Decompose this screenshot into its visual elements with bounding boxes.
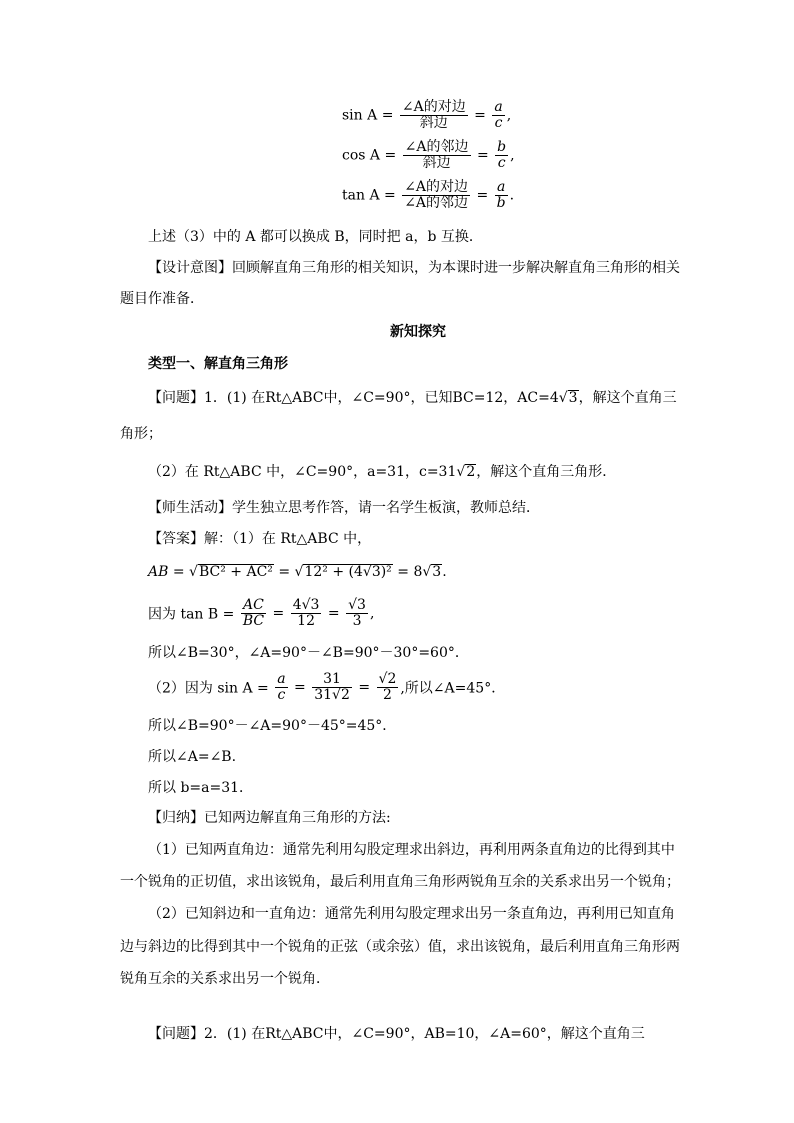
cos-fraction-2 — [495, 140, 508, 171]
sin2-frac-1 — [275, 672, 287, 703]
tanb-den2: 12 — [297, 613, 315, 629]
sin-eq: = — [474, 107, 486, 124]
tan-den: ∠A的邻边 — [404, 195, 469, 211]
tan-den2: b — [496, 195, 506, 211]
tan-fraction-2 — [495, 180, 508, 211]
tan-fraction-1 — [402, 180, 470, 211]
sin-a-equation-2 — [148, 672, 505, 703]
sqrt-symbol: √ — [456, 464, 466, 480]
sin2-eq2: = — [358, 679, 371, 696]
ab-eq: = — [278, 564, 291, 580]
ab-equation — [148, 562, 447, 582]
tanb-frac-1 — [241, 598, 266, 629]
so-b-eq-a: 所以 b=a=31． — [148, 780, 254, 796]
sin-den: 斜边 — [419, 115, 448, 131]
sin2-den3: 2 — [382, 687, 392, 703]
tan-end: . — [509, 187, 515, 204]
sqrt-symbol: √ — [558, 390, 568, 406]
section-title: 新知探究 — [390, 324, 446, 340]
so-angle-b-30: 所以∠B=30°，∠A=90°－∠B=90°－30°=60°． — [148, 645, 469, 661]
tan-lhs: tan A = — [342, 187, 396, 204]
ab-sqrt-3: 3 — [432, 564, 442, 580]
summary-title: 【归纳】已知两边解直角三角形的方法: — [148, 810, 391, 826]
cos-lhs: cos A = — [342, 147, 397, 164]
tan-num: ∠A的对边 — [404, 179, 469, 195]
sin2-den: c — [277, 687, 286, 703]
tanb-frac-2 — [291, 598, 322, 629]
question-2-line: 【问题】2．(1) 在Rt△ABC中，∠C=90°，AB=10，∠A=60°，解这个直角三 — [148, 1026, 645, 1042]
ab-lhs: AB = — [148, 564, 185, 580]
tanb-den: BC — [242, 613, 265, 629]
q1-text-b: ，解这个直角三 — [578, 390, 677, 406]
tanb-lhs: 因为 tan B = — [148, 606, 235, 623]
q1-sqrt3: 3 — [568, 390, 578, 406]
q1-2-text-b: ，解这个直角三角形． — [476, 464, 617, 480]
design-intent-line-2: 题目作准备． — [120, 291, 204, 307]
cos-num: ∠A的邻边 — [404, 139, 469, 155]
tan-num2: a — [495, 180, 508, 196]
sin-den2: c — [494, 115, 503, 131]
tan-b-equation — [148, 598, 374, 629]
summary-1-line-a: （1）已知两直角边：通常先利用勾股定理求出斜边，再利用两条直角边的比得到其中 — [148, 842, 675, 858]
tanb-end: , — [369, 605, 375, 622]
q1-2-text-a: （2）在 Rt△ABC 中，∠C=90°，a=31，c=31 — [148, 464, 457, 480]
sin-fraction-2 — [492, 100, 504, 131]
sin2-frac-3 — [377, 672, 399, 703]
cos-eq: = — [476, 147, 489, 164]
sin2-lhs: （2）因为 sin A = — [148, 680, 269, 697]
ab-sqrt-1: BC² + AC² — [198, 564, 273, 580]
summary-2-line-b: 边与斜边的比得到其中一个锐角的正弦（或余弦）值，求出该锐角，最后利用直角三角形两 — [120, 939, 680, 955]
q1-text-a: 【问题】1．(1) 在Rt△ABC中，∠C=90°，已知BC=12，AC=4 — [148, 390, 559, 406]
so-angle-a-eq-b: 所以∠A=∠B. — [148, 749, 237, 765]
teacher-student-activity: 【师生活动】学生独立思考作答，请一名学生板演，教师总结． — [148, 500, 540, 516]
paragraph-swap-note: 上述（3）中的 A 都可以换成 B，同时把 a，b 互换． — [148, 229, 483, 245]
sin2-num2: 31 — [312, 672, 352, 688]
cos-den: 斜边 — [422, 155, 451, 171]
question-1-part-2 — [148, 462, 616, 482]
so-angle-b-45: 所以∠B=90°－∠A=90°－45°=45°． — [148, 718, 397, 734]
sin-lhs: sin A = — [342, 107, 394, 124]
sin2-num3: √2 — [378, 671, 397, 687]
cos-fraction-1 — [403, 140, 471, 171]
tanb-num3: √3 — [348, 597, 366, 613]
cos-num2: b — [497, 139, 507, 155]
tanb-eq1: = — [272, 605, 285, 622]
sin-definition — [342, 100, 511, 131]
question-1-line-2: 角形； — [120, 426, 162, 442]
sin2-den2: 31√2 — [314, 687, 350, 703]
sin-num: ∠A的对边 — [401, 99, 466, 115]
summary-1-line-b: 一个锐角的正切值，求出该锐角，最后利用直角三角形两锐角互余的关系求出另一个锐角； — [120, 874, 680, 890]
summary-2-line-c: 锐角互余的关系求出另一个锐角． — [120, 971, 330, 987]
sin2-end: ,所以∠A=45°． — [400, 680, 506, 697]
answer-intro: 【答案】解：（1）在 Rt△ABC 中， — [148, 531, 372, 547]
tanb-num: AC — [241, 598, 266, 614]
design-intent-line-1: 【设计意图】回顾解直角三角形的相关知识，为本课时进一步解决解直角三角形的相关 — [148, 260, 680, 276]
type1-title: 类型一、解直角三角形 — [148, 356, 288, 372]
cos-den2: c — [497, 155, 506, 171]
cos-definition — [342, 140, 515, 171]
tanb-den3: 3 — [352, 613, 362, 629]
tanb-eq2: = — [327, 605, 340, 622]
tanb-num2: 4√3 — [292, 597, 320, 613]
tan-definition — [342, 180, 514, 211]
question-1-line-1 — [148, 388, 677, 408]
sqrt-symbol: √ — [189, 564, 198, 580]
tanb-frac-3 — [346, 598, 368, 629]
summary-2-line-a: （2）已知斜边和一直角边：通常先利用勾股定理求出另一条直角边，再利用已知直角 — [148, 906, 675, 922]
sin2-eq1: = — [294, 679, 306, 696]
ab-end: . — [442, 564, 447, 580]
sin-num2: a — [494, 99, 503, 115]
ab-eq-c: = 8 — [397, 564, 423, 580]
sqrt-symbol: √ — [422, 564, 432, 580]
tan-eq: = — [476, 187, 489, 204]
cos-end: , — [510, 147, 515, 164]
ab-sqrt-2: 12² + (4√3)² — [304, 564, 392, 580]
sqrt-symbol: √ — [294, 564, 304, 580]
sin2-frac-2 — [312, 672, 352, 703]
q1-2-sqrt: 2 — [466, 464, 476, 480]
sin-end: , — [506, 107, 512, 124]
sin2-num: a — [277, 671, 286, 687]
sin-fraction-1 — [400, 100, 468, 131]
